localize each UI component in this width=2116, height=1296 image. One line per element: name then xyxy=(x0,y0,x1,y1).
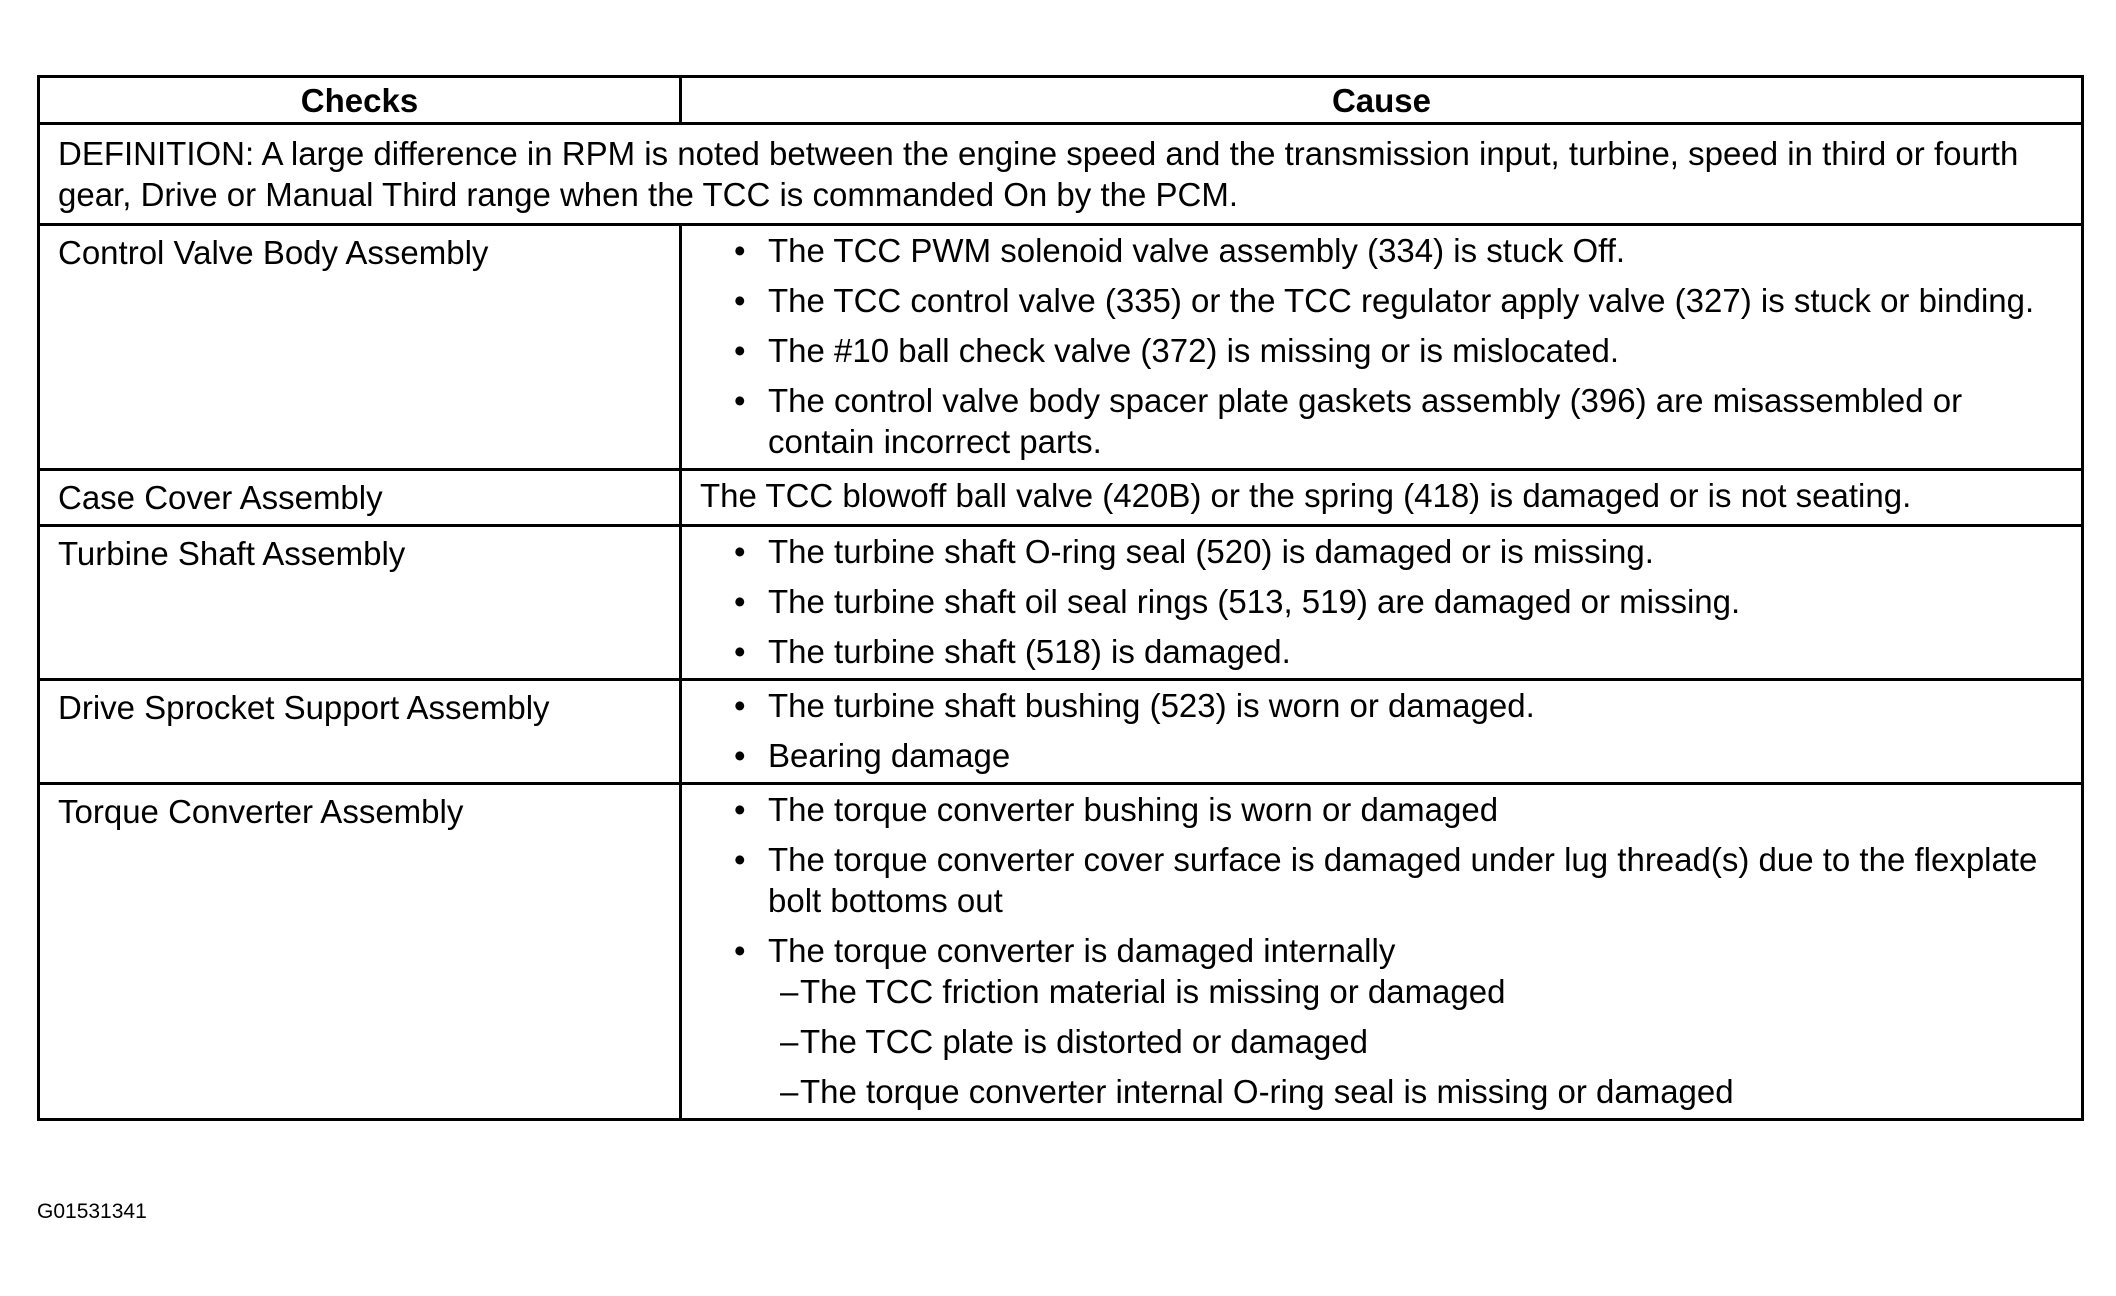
bullet-icon: • xyxy=(734,232,746,269)
cause-list xyxy=(700,531,2063,672)
check-cell: Torque Converter Assembly xyxy=(39,784,681,1120)
cause-text: Bearing damage xyxy=(768,737,1011,774)
sub-cause-text: The TCC friction material is missing or damaged xyxy=(800,973,1506,1010)
cause-item xyxy=(700,280,2063,321)
cause-cell xyxy=(681,680,2083,784)
cause-text: The turbine shaft (518) is damaged. xyxy=(768,633,1291,670)
check-cell: Control Valve Body Assembly xyxy=(39,225,681,470)
cause-text: The TCC control valve (335) or the TCC regulator apply valve (327) is stuck or binding. xyxy=(768,282,2035,319)
dash-icon: – xyxy=(780,1023,799,1060)
cause-list xyxy=(700,685,2063,776)
cause-text: The torque converter is damaged internally xyxy=(768,932,1396,969)
table-row xyxy=(39,225,2083,470)
cause-text: The turbine shaft bushing (523) is worn or damaged. xyxy=(768,687,1535,724)
header-checks: Checks xyxy=(39,77,681,124)
cause-cell xyxy=(681,470,2083,526)
sub-cause-item xyxy=(700,1021,2063,1062)
sub-cause-item xyxy=(700,971,2063,1012)
cause-text: The turbine shaft oil seal rings (513, 519) are damaged or missing. xyxy=(768,583,1741,620)
cause-item xyxy=(700,930,2063,971)
cause-text: The turbine shaft O-ring seal (520) is damaged or is missing. xyxy=(768,533,1654,570)
cause-item xyxy=(700,839,2063,921)
cause-text: The torque converter bushing is worn or damaged xyxy=(768,791,1499,828)
cause-text: The control valve body spacer plate gaskets assembly (396) are misassembled or contain incorrect parts. xyxy=(768,382,1963,460)
bullet-icon: • xyxy=(734,932,746,969)
sub-cause-text: The torque converter internal O-ring seal is missing or damaged xyxy=(800,1073,1734,1110)
sub-cause-item xyxy=(700,1071,2063,1112)
check-cell: Case Cover Assembly xyxy=(39,470,681,526)
bullet-icon: • xyxy=(734,332,746,369)
cause-item xyxy=(700,230,2063,271)
definition-text: DEFINITION: A large difference in RPM is noted between the engine speed and the transmission input, turbine, speed in third or fourth gear, Drive or Manual Third range when the TCC is commanded On by the PCM. xyxy=(39,124,2083,225)
header-cause: Cause xyxy=(681,77,2083,124)
bullet-icon: • xyxy=(734,737,746,774)
bullet-icon: • xyxy=(734,841,746,878)
cause-list xyxy=(700,230,2063,462)
cause-list xyxy=(700,789,2063,971)
figure-id: G01531341 xyxy=(37,1200,147,1223)
cause-item xyxy=(700,789,2063,830)
table-row xyxy=(39,680,2083,784)
cause-item xyxy=(700,531,2063,572)
bullet-icon: • xyxy=(734,382,746,419)
table-row xyxy=(39,526,2083,680)
cause-item xyxy=(700,330,2063,371)
cause-item xyxy=(700,581,2063,622)
cause-text: The TCC blowoff ball valve (420B) or the spring (418) is damaged or is not seating. xyxy=(700,477,1912,514)
check-cell: Drive Sprocket Support Assembly xyxy=(39,680,681,784)
bullet-icon: • xyxy=(734,583,746,620)
cause-item xyxy=(700,685,2063,726)
sub-cause-text: The TCC plate is distorted or damaged xyxy=(800,1023,1369,1060)
cause-text: The torque converter cover surface is damaged under lug thread(s) due to the flexplate bolt bottoms out xyxy=(768,841,2038,919)
cause-cell xyxy=(681,225,2083,470)
cause-item xyxy=(700,380,2063,462)
check-cell: Turbine Shaft Assembly xyxy=(39,526,681,680)
bullet-icon: • xyxy=(734,633,746,670)
table-row xyxy=(39,784,2083,1120)
dash-icon: – xyxy=(780,973,799,1010)
header-row xyxy=(39,77,2083,124)
bullet-icon: • xyxy=(734,791,746,828)
bullet-icon: • xyxy=(734,282,746,319)
definition-row xyxy=(39,124,2083,225)
table-row xyxy=(39,470,2083,526)
dash-icon: – xyxy=(780,1073,799,1110)
cause-item xyxy=(700,631,2063,672)
cause-text: The #10 ball check valve (372) is missing or is mislocated. xyxy=(768,332,1620,369)
cause-text: The TCC PWM solenoid valve assembly (334) is stuck Off. xyxy=(768,232,1626,269)
diagnosis-table xyxy=(37,75,2084,1121)
cause-cell xyxy=(681,784,2083,1120)
cause-item xyxy=(700,735,2063,776)
bullet-icon: • xyxy=(734,687,746,724)
bullet-icon: • xyxy=(734,533,746,570)
cause-cell xyxy=(681,526,2083,680)
